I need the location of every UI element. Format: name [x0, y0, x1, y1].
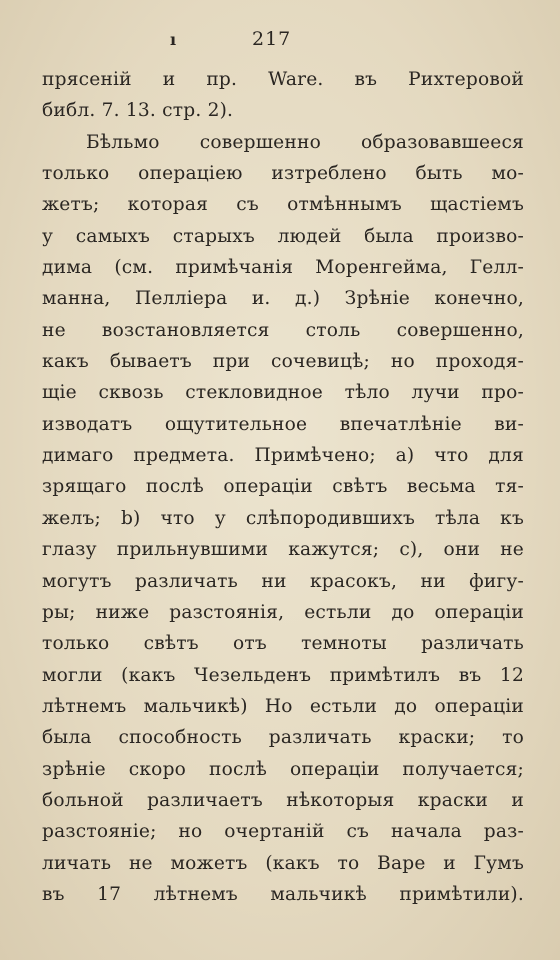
text-line: желъ; b) что у слѣпородившихъ тѣла къ	[42, 507, 524, 529]
text-line: изводатъ ощутительное впечатлѣніе ви-	[42, 413, 524, 435]
text-line: жетъ; которая съ отмѣннымъ щастіемъ	[42, 194, 524, 216]
text-line: только свѣтъ отъ темноты различать	[42, 633, 524, 655]
text-line: въ 17 лѣтнемъ мальчикѣ примѣтили).	[42, 883, 524, 905]
text-line: щіе сквозь стекловидное тѣло лучи про-	[42, 382, 524, 404]
text-line: Бѣльмо совершенно образовавшееся	[86, 131, 524, 153]
text-line: могли (какъ Чезельденъ примѣтилъ въ 12	[42, 664, 524, 686]
text-line: зрѣніе скоро послѣ операціи получается;	[42, 758, 524, 780]
text-line: только операціею изтреблено быть мо-	[42, 163, 524, 185]
text-line: ры; ниже разстоянія, естьли до операціи	[42, 601, 524, 623]
text-line: какъ бываетъ при сочевицѣ; но проходя-	[42, 351, 524, 373]
text-line: зрящаго послѣ операціи свѣтъ весьма тя-	[42, 476, 524, 498]
text-line: разстояніе; но очертаній съ начала раз-	[42, 821, 524, 843]
body-text	[42, 64, 524, 910]
page-header	[0, 28, 560, 54]
text-line: глазу прильнувшими кажутся; с), они не	[42, 539, 524, 561]
page-number: 217	[252, 28, 292, 50]
text-line: не возстановляется столь совершенно,	[42, 319, 524, 341]
text-line: лѣтнемъ мальчикѣ) Но естьли до операціи	[42, 695, 524, 717]
text-line: манна, Пеллiера и. д.) Зрѣніе конечно,	[42, 288, 524, 310]
text-line: личать не можетъ (какъ то Варе и Гумъ	[42, 852, 524, 874]
text-line: могутъ различать ни красокъ, ни фигу-	[42, 570, 524, 592]
text-line: библ. 7. 13. стр. 2).	[42, 100, 234, 122]
signature-mark: ı	[170, 30, 177, 49]
text-line: больной различаетъ нѣкоторыя краски и	[42, 789, 524, 811]
text-line: димаго предмета. Примѣчено; а) что для	[42, 445, 524, 467]
text-line: дима (см. примѣчанія Моренгейма, Гелл-	[42, 257, 524, 279]
text-line: прясеній и пр. Ware. въ Рихтеровой	[42, 69, 524, 90]
text-line: у самыхъ старыхъ людей была произво-	[42, 225, 524, 247]
text-line: была способность различать краски; то	[42, 727, 524, 749]
